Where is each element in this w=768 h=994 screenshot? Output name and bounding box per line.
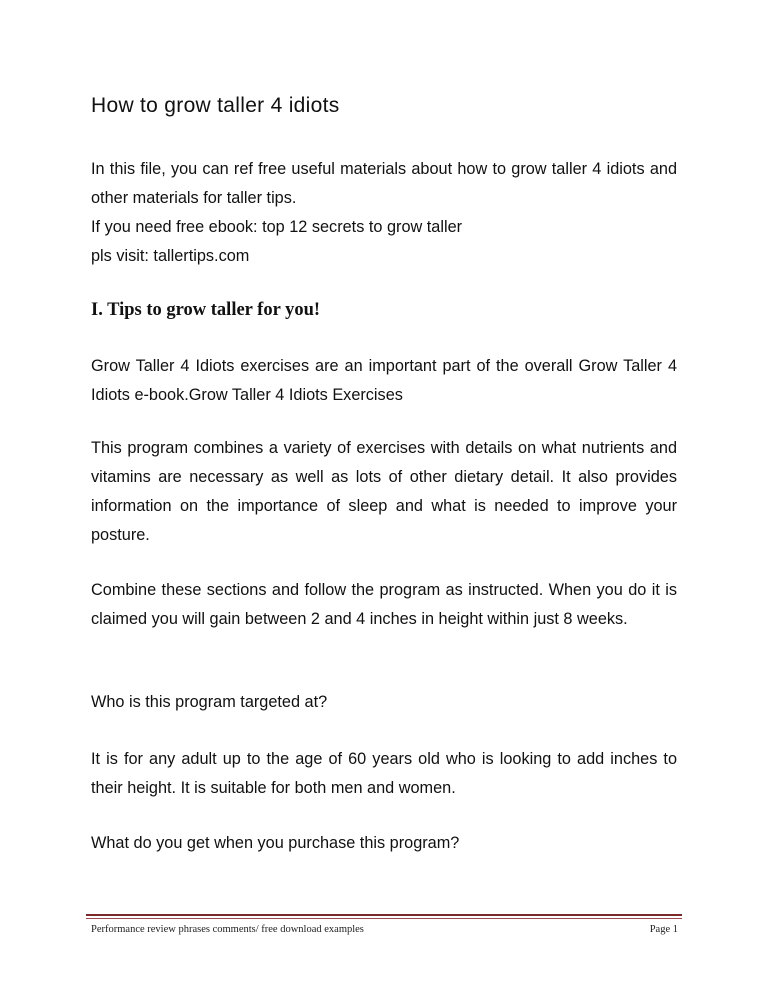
paragraph-text: Combine these sections and follow the program as instructed. When you do it is claimed you will gain between 2 and 4 inches in height within just 8 weeks. xyxy=(91,581,677,628)
paragraph-3 xyxy=(91,576,677,634)
paragraph-text: Grow Taller 4 Idiots exercises are an important part of the overall Grow Taller 4 Idiots e-book.Grow Taller 4 Idiots Exercises xyxy=(91,357,677,404)
footer-divider-thin xyxy=(86,918,682,919)
intro-paragraph xyxy=(91,155,677,271)
paragraph-text: Who is this program targeted at? xyxy=(91,693,328,711)
footer-text: Performance review phrases comments/ free download examples xyxy=(91,924,364,935)
paragraph-text: It is for any adult up to the age of 60 years old who is looking to add inches to their height. It is suitable for both men and women. xyxy=(91,750,677,797)
intro-line-3: pls visit: tallertips.com xyxy=(91,247,250,265)
paragraph-text: This program combines a variety of exercises with details on what nutrients and vitamins are necessary as well as lots of other dietary detail. It also provides information on the importance of sleep and what is needed to improve your posture. xyxy=(91,439,677,544)
intro-line-2: If you need free ebook: top 12 secrets to grow taller xyxy=(91,218,463,236)
paragraph-1 xyxy=(91,352,677,410)
paragraph-text: What do you get when you purchase this program? xyxy=(91,834,460,852)
paragraph-6 xyxy=(91,829,677,858)
document-title: How to grow taller 4 idiots xyxy=(91,94,340,117)
intro-line-1: In this file, you can ref free useful materials about how to grow taller 4 idiots and other materials for taller tips. xyxy=(91,160,677,207)
footer-divider xyxy=(86,914,682,916)
page-number: Page 1 xyxy=(649,924,678,935)
section-heading: I. Tips to grow taller for you! xyxy=(91,300,321,320)
paragraph-5 xyxy=(91,745,677,803)
paragraph-4 xyxy=(91,688,677,717)
paragraph-2 xyxy=(91,434,677,550)
